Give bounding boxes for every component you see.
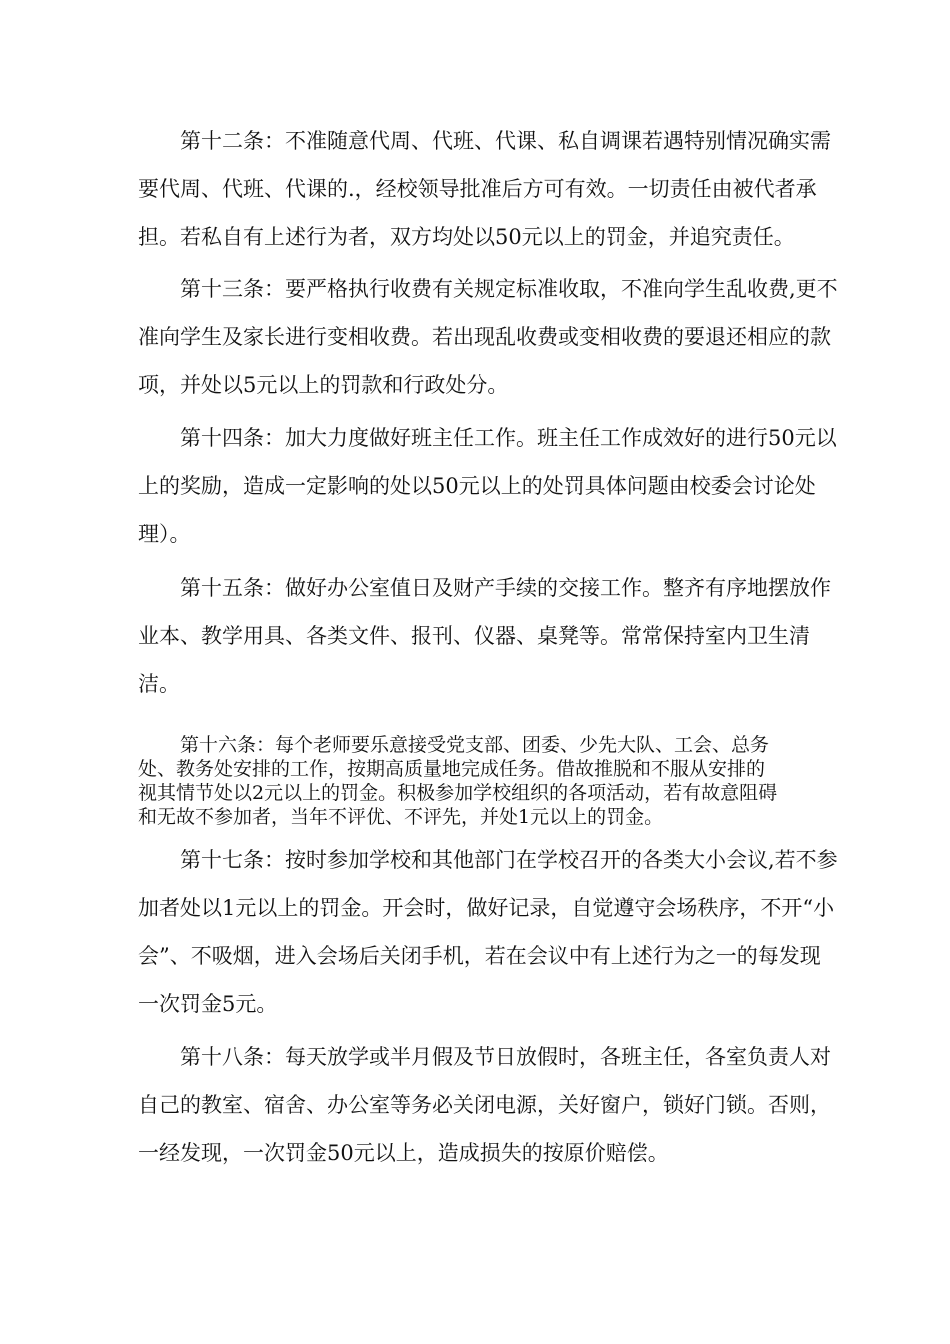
text-line: 会”、不吸烟，进入会场后关闭手机，若在会议中有上述行为之一的每发现 [138,944,821,968]
article-12-paragraph [138,117,838,261]
text-line: 业本、教学用具、各类文件、报刊、仪器、桌凳等。常常保持室内卫生清 [138,624,810,648]
text-line: 要代周、代班、代课的.，经校领导批准后方可有效。一切责任由被代者承 [138,177,817,201]
text-line: 第十六条：每个老师要乐意接受党支部、团委、少先大队、工会、总务 [180,734,770,756]
text-line: 自己的教室、宿舍、办公室等务必关闭电源，关好窗户，锁好门锁。否则， [138,1093,831,1117]
article-16-paragraph [138,733,838,829]
text-line: 担。若私自有上述行为者，双方均处以50元以上的罚金，并追究责任。 [138,225,795,249]
text-line: 准向学生及家长进行变相收费。若出现乱收费或变相收费的要退还相应的款 [138,325,831,349]
article-13-paragraph [138,265,838,409]
text-line: 第十五条：做好办公室值日及财产手续的交接工作。整齐有序地摆放作 [180,576,831,600]
text-line: 第十二条：不准随意代周、代班、代课、私自调课若遇特别情况确实需 [180,129,831,153]
text-line: 项，并处以5元以上的罚款和行政处分。 [138,373,509,397]
text-line: 理）。 [138,522,191,546]
text-line: 一经发现，一次罚金50元以上，造成损失的按原价赔偿。 [138,1141,669,1165]
text-line: 洁。 [138,672,180,696]
text-line: 第十四条：加大力度做好班主任工作。班主任工作成效好的进行50元以 [180,426,837,450]
text-line: 第十三条：要严格执行收费有关规定标准收取，不准向学生乱收费,更不 [180,277,838,301]
text-line: 处、教务处安排的工作，按期高质量地完成任务。借故推脱和不服从安排的 [138,758,766,780]
text-line: 第十八条：每天放学或半月假及节日放假时，各班主任，各室负责人对 [180,1045,831,1069]
text-line: 第十七条：按时参加学校和其他部门在学校召开的各类大小会议,若不参 [180,848,838,872]
text-line: 上的奖励，造成一定影响的处以50元以上的处罚具体问题由校委会讨论处 [138,474,816,498]
text-line: 一次罚金5元。 [138,992,278,1016]
article-14-paragraph [138,414,838,558]
article-15-paragraph [138,564,838,708]
text-line: 视其情节处以2元以上的罚金。积极参加学校组织的各项活动，若有故意阻碍 [138,782,778,804]
text-line: 和无故不参加者，当年不评优、不评先，并处1元以上的罚金。 [138,806,664,828]
article-18-paragraph [138,1033,838,1177]
text-line: 加者处以1元以上的罚金。开会时，做好记录，自觉遵守会场秩序，不开“小 [138,896,835,920]
article-17-paragraph [138,836,838,1028]
